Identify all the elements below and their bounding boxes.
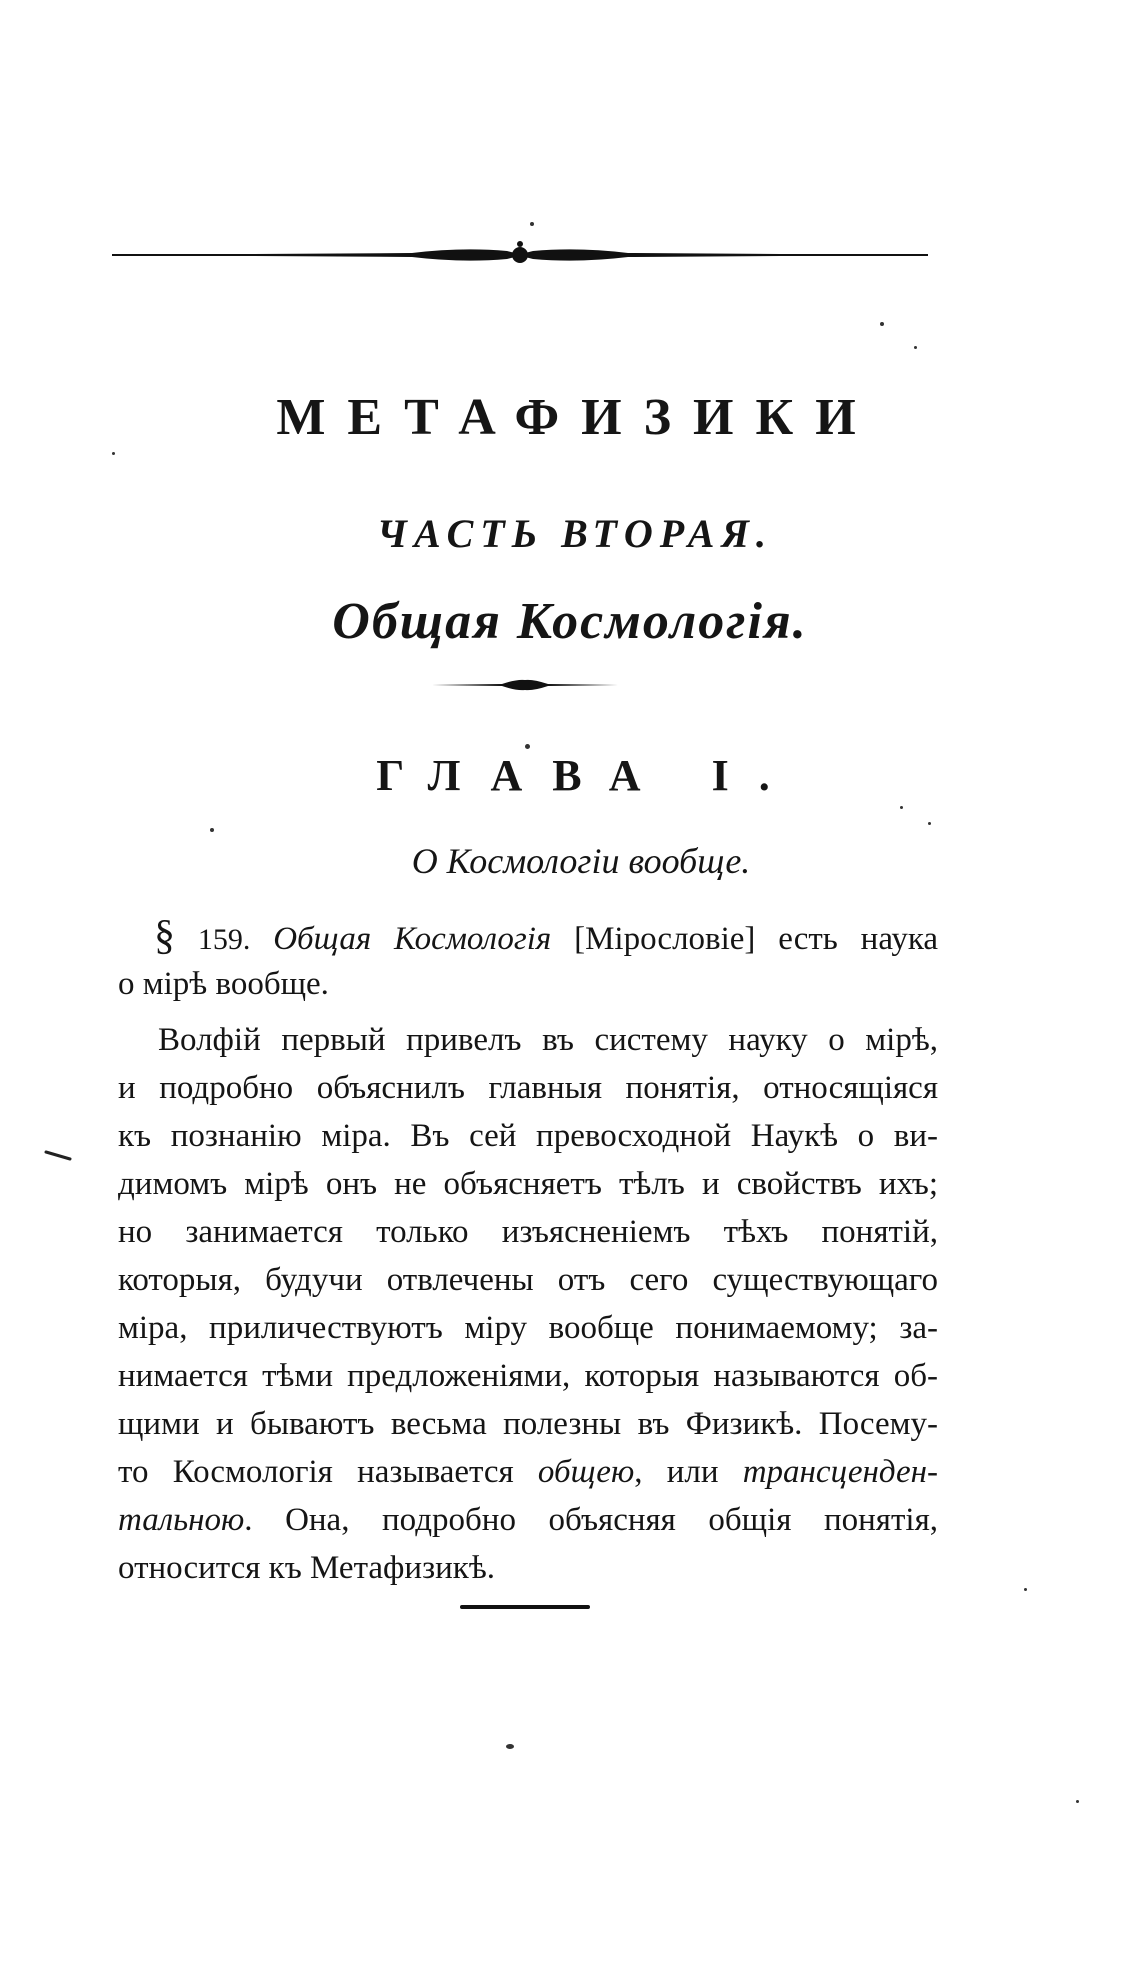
paragraph-sign: § — [154, 913, 175, 959]
section-divider — [432, 674, 618, 696]
speck — [530, 222, 534, 226]
paragraph-line-2: и подробно объяснилъ главныя понятія, относящіяся — [118, 1070, 938, 1106]
section-first-line-rest: [Мірословіе] есть наука — [574, 921, 938, 957]
speck — [914, 346, 917, 349]
speck — [210, 828, 214, 832]
subject-title: Общая Космологія. — [332, 593, 808, 650]
line-11-rest: . Она, подробно объясняя общія понятія, — [244, 1502, 938, 1538]
chapter-title: ГЛАВА I. — [376, 751, 800, 800]
section-first-line — [118, 912, 938, 960]
paragraph-line-4: димомъ мірѣ онъ не объясняетъ тѣлъ и свойствъ ихъ; — [118, 1166, 938, 1202]
paragraph-line-11 — [118, 1496, 938, 1544]
paragraph-line-8: нимается тѣми предложеніями, которыя называются об- — [118, 1358, 938, 1394]
part-title: ЧАСТЬ ВТОРАЯ. — [377, 511, 773, 556]
term-transcendental-end: тальною — [118, 1502, 245, 1538]
paragraph-line-5: но занимается только изъясненіемъ тѣхъ понятій, — [118, 1214, 938, 1250]
paragraph-line-3: къ познанію міра. Въ сей превосходной Наукѣ о ви- — [118, 1118, 938, 1154]
line-10-start: то Космологія называется — [118, 1454, 514, 1490]
section-term: Общая Космологія — [273, 921, 552, 957]
speck — [525, 744, 530, 749]
speck — [112, 452, 115, 455]
paragraph-line-7: міра, приличествуютъ міру вообще понимаемому; за- — [118, 1310, 938, 1346]
term-general: общею — [537, 1454, 635, 1490]
speck — [928, 822, 931, 825]
section-number: 159. — [197, 923, 251, 956]
paragraph-line-1: Волфій первый привелъ въ систему науку о мірѣ, — [158, 1022, 938, 1058]
section-second-line: о мірѣ вообще. — [118, 966, 329, 1002]
line-10-mid: , или — [634, 1454, 719, 1490]
book-title: МЕТАФИЗИКИ — [276, 389, 878, 446]
speck — [506, 1744, 514, 1749]
chapter-subtitle: О Космологіи вообще. — [411, 841, 751, 881]
end-rule — [460, 1602, 590, 1612]
speck — [900, 806, 903, 809]
ornamental-rule — [112, 236, 928, 274]
paragraph-line-6: которыя, будучи отвлечены отъ сего существующаго — [118, 1262, 938, 1298]
paragraph-line-12: относится къ Метафизикѣ. — [118, 1550, 495, 1586]
speck — [1024, 1588, 1027, 1591]
term-transcendental-start: трансценден- — [742, 1454, 939, 1490]
paragraph-line-10 — [118, 1448, 938, 1496]
speck — [880, 322, 884, 326]
paragraph-line-9: щими и бываютъ весьма полезны въ Физикѣ. Посему- — [118, 1406, 938, 1442]
body-text — [118, 912, 938, 1592]
margin-mark — [44, 1148, 72, 1162]
speck — [1076, 1800, 1079, 1803]
